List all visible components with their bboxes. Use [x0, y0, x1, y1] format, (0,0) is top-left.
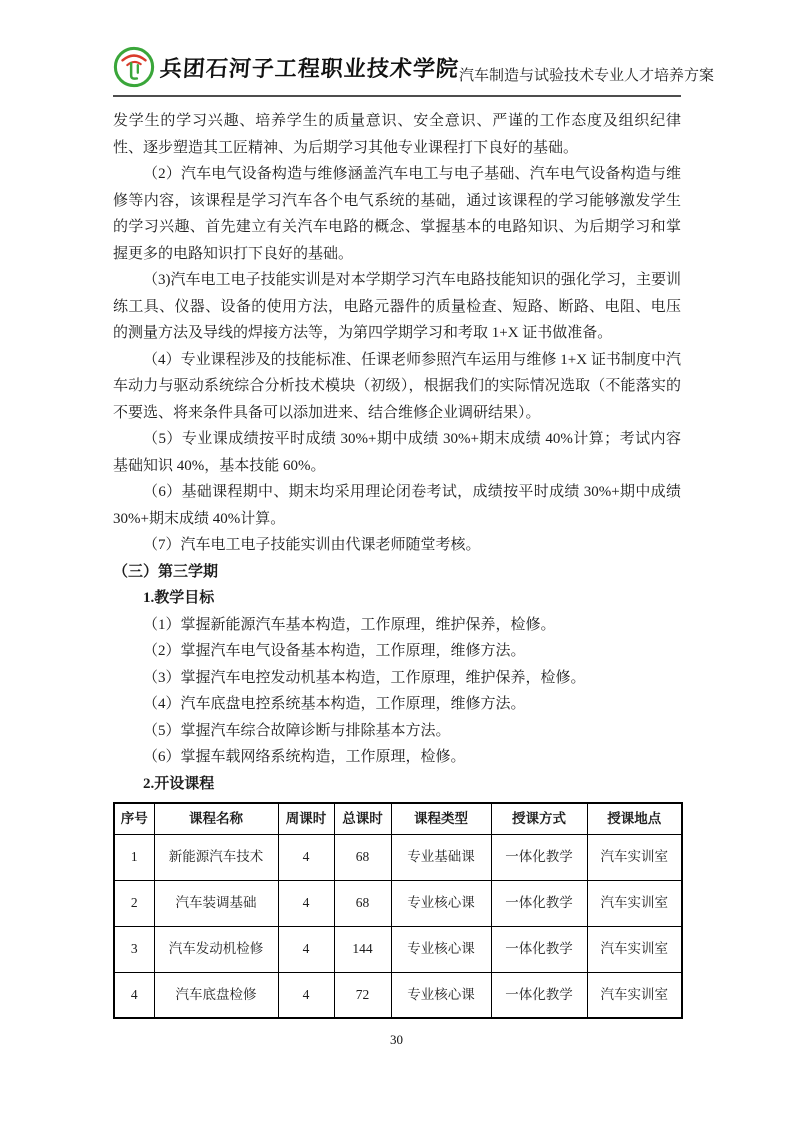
cell-course-type: 专业基础课 [391, 834, 491, 880]
teaching-goal-6: （6）掌握车载网络系统构造，工作原理，检修。 [143, 749, 466, 765]
college-name: 兵团石河子工程职业技术学院 [159, 55, 460, 81]
cell-course-type: 专业核心课 [391, 880, 491, 926]
college-brand [113, 46, 459, 88]
col-header-location: 授课地点 [587, 803, 682, 834]
cell-teaching-mode: 一体化教学 [491, 972, 587, 1018]
teaching-goal-3: （3）掌握汽车电控发动机基本构造，工作原理，维护保养，检修。 [143, 669, 586, 686]
cell-course-name: 新能源汽车技术 [154, 834, 278, 880]
page-number: 30 [390, 1032, 403, 1047]
paragraph-3: （3)汽车电工电子技能实训是对本学期学习汽车电路技能知识的强化学习，主要训练工具、仪器、设备的使用方法，电路元器件的质量检查、短路、断路、电阻、电压的测量方法及导线的焊接方法等，为第四学期学习和考取 1+X 证书做准备。 [113, 272, 681, 341]
header-divider [113, 95, 681, 97]
college-logo-icon [113, 46, 155, 88]
cell-teaching-mode: 一体化教学 [491, 926, 587, 972]
col-header-course-type: 课程类型 [391, 803, 491, 834]
document-title: 汽车制造与试验技术专业人才培养方案 [459, 68, 715, 84]
course-table [113, 802, 683, 1019]
courses-heading: 2.开设课程 [143, 775, 215, 792]
cell-location: 汽车实训室 [587, 834, 682, 880]
teaching-goal-2: （2）掌握汽车电气设备基本构造，工作原理，维修方法。 [143, 643, 526, 659]
col-header-index: 序号 [114, 803, 154, 834]
cell-total-hours: 68 [334, 880, 391, 926]
cell-course-name: 汽车底盘检修 [154, 972, 278, 1018]
cell-total-hours: 72 [334, 972, 391, 1018]
col-header-total-hours: 总课时 [334, 803, 391, 834]
cell-teaching-mode: 一体化教学 [491, 834, 587, 880]
cell-location: 汽车实训室 [587, 972, 682, 1018]
cell-location: 汽车实训室 [587, 926, 682, 972]
paragraph-5: （5）专业课成绩按平时成绩 30%+期中成绩 30%+期末成绩 40%计算；考试内容基础知识 40%，基本技能 60%。 [113, 431, 681, 474]
cell-index: 3 [114, 926, 154, 972]
section-heading-semester-3: （三）第三学期 [113, 563, 219, 580]
cell-course-name: 汽车发动机检修 [154, 926, 278, 972]
cell-weekly-hours: 4 [278, 972, 334, 1018]
cell-weekly-hours: 4 [278, 926, 334, 972]
page-header [113, 0, 715, 97]
table-row [114, 972, 682, 1018]
paragraph-6: （6）基础课程期中、期末均采用理论闭卷考试，成绩按平时成绩 30%+期中成绩 30%+期末成绩 40%计算。 [113, 484, 681, 527]
paragraph-2: （2）汽车电气设备构造与维修涵盖汽车电工与电子基础、汽车电气设备构造与维修等内容，该课程是学习汽车各个电气系统的基础，通过该课程的学习能够激发学生的学习兴趣、首先建立有关汽车电路的概念、掌握基本的电路知识、为后期学习和掌握更多的电路知识打下良好的基础。 [113, 166, 681, 262]
cell-teaching-mode: 一体化教学 [491, 880, 587, 926]
cell-index: 2 [114, 880, 154, 926]
col-header-course-name: 课程名称 [154, 803, 278, 834]
cell-weekly-hours: 4 [278, 834, 334, 880]
cell-index: 1 [114, 834, 154, 880]
teaching-goal-4: （4）汽车底盘电控系统基本构造，工作原理，维修方法。 [143, 696, 526, 712]
table-row [114, 880, 682, 926]
teaching-goal-5: （5）掌握汽车综合故障诊断与排除基本方法。 [143, 722, 451, 739]
table-row [114, 834, 682, 880]
cell-index: 4 [114, 972, 154, 1018]
table-header-row [114, 803, 682, 834]
document-body [113, 108, 681, 1019]
table-row [114, 926, 682, 972]
cell-total-hours: 68 [334, 834, 391, 880]
cell-course-name: 汽车装调基础 [154, 880, 278, 926]
teaching-goals-heading: 1.教学目标 [143, 590, 215, 606]
col-header-weekly-hours: 周课时 [278, 803, 334, 834]
col-header-teaching-mode: 授课方式 [491, 803, 587, 834]
paragraph-4: （4）专业课程涉及的技能标准、任课老师参照汽车运用与维修 1+X 证书制度中汽车动力与驱动系统综合分析技术模块（初级），根据我们的实际情况选取（不能落实的不要选、将来条件具备可以添加进来、结合维修企业调研结果）。 [113, 351, 681, 421]
cell-total-hours: 144 [334, 926, 391, 972]
paragraph-7: （7）汽车电工电子技能实训由代课老师随堂考核。 [143, 537, 481, 553]
cell-weekly-hours: 4 [278, 880, 334, 926]
teaching-goal-1: （1）掌握新能源汽车基本构造，工作原理，维护保养，检修。 [143, 616, 556, 633]
paragraph-continued: 发学生的学习兴趣、培养学生的质量意识、安全意识、严谨的工作态度及组织纪律性、逐步塑造其工匠精神、为后期学习其他专业课程打下良好的基础。 [113, 113, 681, 156]
cell-course-type: 专业核心课 [391, 926, 491, 972]
cell-location: 汽车实训室 [587, 880, 682, 926]
cell-course-type: 专业核心课 [391, 972, 491, 1018]
